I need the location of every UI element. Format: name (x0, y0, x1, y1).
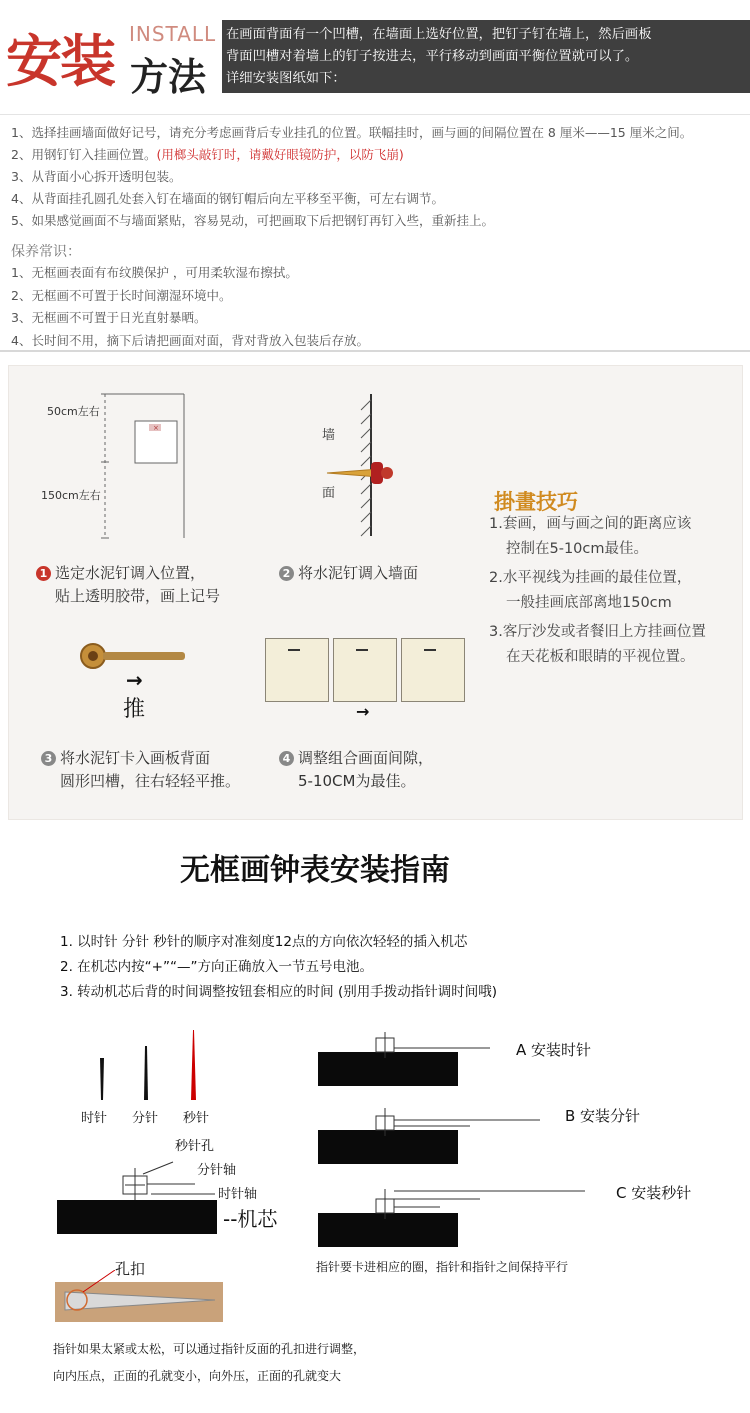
step-item: 4、从背面挂孔圆孔处套入钉在墙面的钢钉帽后向左平移至平衡，可左右调节。 (11, 191, 444, 206)
hand-label: 时针 (81, 1111, 108, 1126)
divider (0, 114, 750, 115)
tip-line: 2.水平视线为挂画的最佳位置， (489, 570, 692, 586)
tips-title: 掛畫技巧 (494, 489, 578, 514)
step-note: (用榔头敲钉时，请戴好眼镜防护，以防飞崩) (156, 147, 404, 162)
diagram-panel (8, 365, 743, 820)
hand-label: 秒针 (183, 1111, 210, 1126)
clock-hands-figure (80, 1028, 220, 1108)
buckle-photo (55, 1270, 225, 1325)
step-item: 3、从背面小心拆开透明包装。 (11, 169, 182, 184)
intro-box (222, 20, 750, 93)
adjust-line: 指针如果太紧或太松，可以通过指针反面的孔扣进行调整， (53, 1342, 366, 1356)
install-b-figure (310, 1100, 550, 1165)
svg-text:×: × (153, 424, 159, 432)
hook-mark (356, 649, 368, 651)
intro-line: 在画面背面有一个凹槽，在墙面上选好位置，把钉子钉在墙上，然后画板 (226, 27, 652, 42)
install-word: INSTALL (129, 22, 217, 46)
clock-step: 1. 以时针 分针 秒针的顺序对准刻度12点的方向依次轻轻的插入机芯 (60, 934, 468, 950)
clock-step: 3. 转动机芯后背的时间调整按钮套相应的时间 (别用手拨动指针调时间哦) (60, 984, 497, 1000)
buckle-label: 孔扣 (115, 1260, 146, 1278)
clock-steps (60, 930, 497, 1005)
care-list (11, 262, 369, 352)
hand-label: 分针 (132, 1111, 159, 1126)
mark-top: 50cm左右 (47, 405, 100, 418)
part-label: 秒针孔 (175, 1139, 215, 1154)
step-item: 2、用钢钉钉入挂画位置。(用榔头敲钉时，请戴好眼镜防护，以防飞崩) (11, 147, 404, 162)
install-c-figure (310, 1175, 590, 1250)
divider (0, 350, 750, 352)
title-big: 安装 (6, 29, 114, 95)
clock-title: 无框画钟表安装指南 (180, 853, 450, 888)
clock-step: 2. 在机芯内按“+”“—”方向正确放入一节五号电池。 (60, 959, 373, 975)
steps-list (11, 122, 746, 232)
hook-mark (424, 649, 436, 651)
push-arrow: → (126, 668, 143, 692)
tips-list (489, 512, 706, 670)
tip-line: 控制在5-10cm最佳。 (506, 541, 649, 557)
step-item: 5、如果感觉画面不与墙面紧贴，容易晃动，可把画取下后把钢钉再钉入些，重新挂上。 (11, 213, 494, 228)
canvas-panel (401, 638, 465, 702)
install-a-figure (310, 1030, 495, 1090)
part-label: 时针轴 (218, 1187, 258, 1202)
nail-wall-figure (309, 386, 409, 546)
tip-line: 1.套画，画与画之间的距离应该 (489, 516, 692, 532)
caption-2: 2 将水泥钉调入墙面 (279, 562, 418, 583)
step-number-badge: 2 (279, 566, 294, 581)
tip-line: 3.客厅沙发或者餐旧上方挂画位置 (489, 624, 706, 640)
nail-horizontal-figure (79, 641, 189, 671)
adjust-line: 向内压点，正面的孔就变小，向外压，正面的孔就变大 (53, 1369, 342, 1383)
care-item: 2、无框画不可置于长时间潮湿环境中。 (11, 287, 232, 303)
install-label: C 安装秒针 (616, 1184, 692, 1202)
intro-line: 详细安装图纸如下： (226, 71, 346, 86)
step-number-badge: 4 (279, 751, 294, 766)
step-number-badge: 3 (41, 751, 56, 766)
adjust-note (53, 1336, 365, 1390)
hook-mark (288, 649, 300, 651)
adjust-arrow: → (356, 702, 370, 721)
caption-1: 1 选定水泥钉调入位置， 贴上透明胶带，画上记号 (36, 562, 220, 608)
care-item: 4、长时间不用，摘下后请把画面对面，背对背放入包装后存放。 (11, 332, 369, 348)
tip-line: 在天花板和眼睛的平视位置。 (506, 649, 695, 665)
install-label: B 安装分针 (565, 1107, 641, 1125)
care-item: 3、无框画不可置于日光直射暴晒。 (11, 310, 207, 325)
install-note: 指针要卡进相应的圈，指针和指针之间保持平行 (316, 1260, 569, 1274)
movement-figure (55, 1150, 235, 1240)
care-item: 1、无框画表面有布纹膜保护 ，可用柔软湿布擦拭。 (11, 265, 298, 280)
tip-line: 一般挂画底部离地150cm (506, 595, 672, 611)
wall-char: 面 (322, 486, 336, 501)
step-number-badge: 1 (36, 566, 51, 581)
title-small: 方法 (130, 54, 207, 99)
intro-line: 背面凹槽对着墙上的钉子按进去，平行移动到画面平衡位置就可以了。 (226, 49, 639, 64)
care-title: 保养常识： (11, 244, 81, 260)
header-banner (0, 0, 750, 105)
caption-3: 3 将水泥钉卡入画板背面 圆形凹槽，往右轻轻平推。 (41, 747, 240, 793)
mark-bottom: 150cm左右 (41, 489, 101, 502)
part-label: --机芯 (223, 1207, 278, 1231)
install-label: A 安装时针 (516, 1041, 592, 1059)
step-item: 1、选择挂画墙面做好记号，请充分考虑画背后专业挂孔的位置。联幅挂时，画与画的间隔位置在 8 厘米——15 厘米之间。 (11, 125, 693, 140)
caption-4: 4 调整组合画面间隙， 5-10CM为最佳。 (279, 747, 433, 793)
wall-measure-figure (9, 366, 209, 566)
canvas-panel (265, 638, 329, 702)
part-label: 分针轴 (197, 1163, 237, 1178)
wall-char: 墙 (322, 428, 336, 443)
push-label: 推 (123, 697, 146, 722)
canvas-panel (333, 638, 397, 702)
